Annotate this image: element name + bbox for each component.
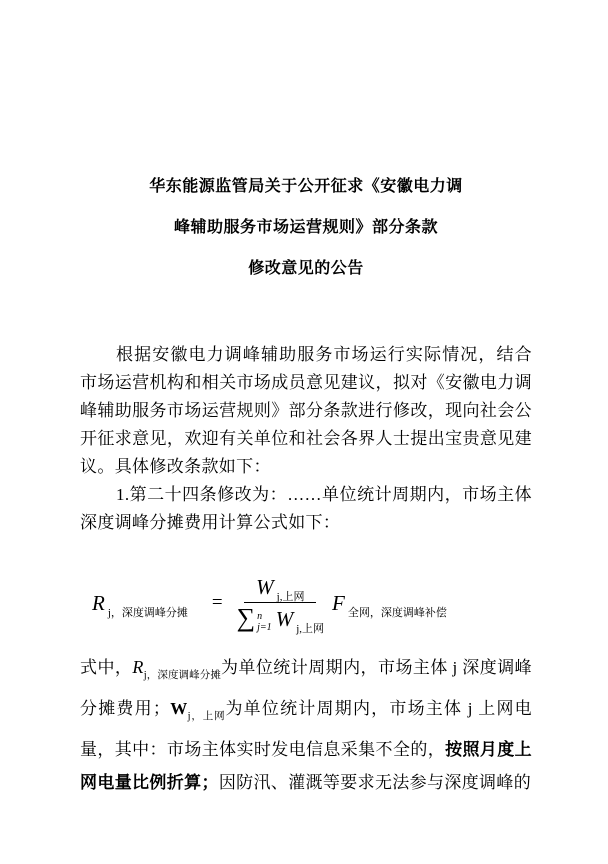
paragraph-formula-explanation <box>80 651 532 799</box>
title-line-2: 峰辅助服务市场运营规则》部分条款 <box>173 219 438 236</box>
formula-fraction <box>236 575 324 635</box>
summation-symbol: ∑ <box>236 603 256 632</box>
formula-denominator <box>236 603 324 635</box>
numerator-subscript: j,上网 <box>276 591 305 603</box>
explanation-lead-text: 式中， <box>80 658 133 677</box>
formula-numerator <box>244 576 316 603</box>
formula-rhs <box>332 591 447 619</box>
numerator-variable: W <box>256 575 274 599</box>
summation-limits <box>257 611 272 633</box>
formula-rhs-variable: F <box>332 591 345 615</box>
title-line-3: 修改意见的公告 <box>248 260 364 277</box>
explanation-after-r-text: 为单位统计周期内，市场主体 j 深度调峰分摊费用； <box>80 658 532 718</box>
explanation-bold-text: 按照月度上网电量比例折算； <box>80 740 533 792</box>
summation-lower-limit: j=1 <box>257 622 272 633</box>
paragraph-item-1: 1.第二十四条修改为：……单位统计周期内，市场主体深度调峰分摊费用计算公式如下： <box>80 485 532 532</box>
denominator-subscript: j,上网 <box>296 623 324 635</box>
summation-upper-limit: n <box>257 611 263 622</box>
formula-lhs-subscript: j，深度调峰分摊 <box>107 607 188 619</box>
formula-deep-peaking-allocation <box>92 567 532 639</box>
title-line-1: 华东能源监管局关于公开征求《安徽电力调 <box>149 178 463 195</box>
inline-w-variable: W <box>170 699 188 718</box>
formula-lhs-variable: R <box>92 591 105 615</box>
page-title <box>80 166 532 289</box>
inline-r-subscript: j，深度调峰分摊 <box>143 670 221 681</box>
paragraph-intro: 根据安徽电力调峰辅助服务市场运行实际情况，结合市场运营机构和相关市场成员意见建议，拟对《安徽电力调峰辅助服务市场运营规则》部分条款进行修改，现向社会公开征求意见，欢迎有关单位和社会各界人士提出宝贵意见建议。具体修改条款如下： <box>80 345 532 476</box>
denominator-variable: W <box>275 607 294 631</box>
formula-lhs <box>92 591 188 619</box>
explanation-tail-text: 因防汛、灌溉等要求无法参与深度调峰的 <box>218 773 532 792</box>
inline-w-subscript: j，上网 <box>187 711 226 722</box>
inline-r-variable: R <box>132 657 144 677</box>
document-body <box>80 341 532 799</box>
formula-rhs-subscript: 全网，深度调峰补偿 <box>347 607 447 619</box>
explanation-after-w-text: 为单位统计周期内，市场主体 j 上网电量，其中：市场主体实时发电信息采集不全的， <box>80 699 533 759</box>
equals-sign: = <box>211 592 223 613</box>
